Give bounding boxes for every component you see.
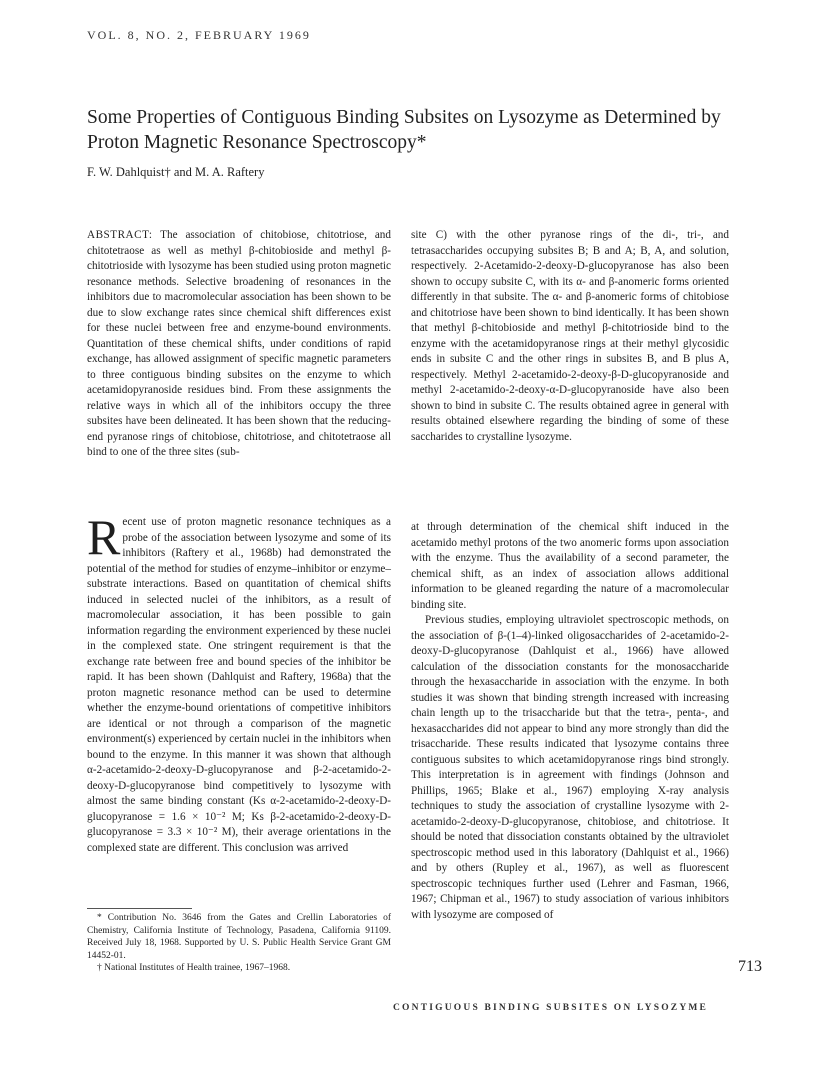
abstract-label: ABSTRACT: — [87, 229, 153, 241]
article-title: Some Properties of Contiguous Binding Subsites on Lysozyme as Determined by Proton Magnetic Resonance Spectroscopy* — [87, 107, 721, 153]
abstract-text-1: The association of chitobiose, chitotriose, and chitotetraose as well as methyl β-chitobioside and methyl β-chitotrioside with lysozyme has been studied using proton magnetic resonance methods. Selective broadening of resonances in the inhibitors due to macromolecular association has been shown to be due to slow exchange rates since chemical shift differences exist for these nuclei between free and enzyme-bound environments. Quantitation of these chemical shifts, under conditions of rapid exchange, has allowed assignment of specific magnetic parameters to three contiguous binding subsites on the enzyme to which acetamidopyranoside residues bind. From these assignments the relative ways in which all of the inhibitors occupy the three subsites have been delineated. It has been shown that the reducing-end pyranose rings of chitobiose, chitotriose, and chitotetraose all bind to one of the three sites (sub- — [87, 229, 391, 458]
article-authors: F. W. Dahlquist† and M. A. Raftery — [87, 165, 265, 179]
running-footer: CONTIGUOUS BINDING SUBSITES ON LYSOZYME — [393, 1003, 709, 1013]
page-number: 713 — [738, 958, 762, 975]
body-paragraph-3: Previous studies, employing ultraviolet spectroscopic methods, on the association of β-(1–4)-linked oligosaccharides of 2-acetamido-2-deoxy-D-glucopyranose (Dahlquist et al., 1966) have allowed calculation of the dissociation constants for the monosaccharide through the hexasaccharide in association with the enzyme. In both studies it was shown that binding strength increased with increasing chain length up to the trisaccharide but that the tetra-, penta-, and hexasaccharides did not appear to bind any more strongly than did the trisaccharide. These results indicated that lysozyme contains three contiguous subsites to which acetamidopyranose rings bind strongly. This interpretation is in agreement with findings (Johnson and Phillips, 1965; Blake et al., 1967) employing X-ray analysis techniques to study the association of crystalline lysozyme with 2-acetamido-2-deoxy-D-glucopyranose, chitobiose, and chitotriose. It should be noted that dissociation constants obtained by the ultraviolet spectroscopic method used in this laboratory (Dahlquist et al., 1966) and by others (Rupley et al., 1967), as well as fluorescent spectroscopic techniques further used (Lehrer and Fasman, 1966, 1967; Chipman et al., 1967) to study association of various inhibitors with lysozyme are composed of — [411, 614, 729, 921]
footnotes — [87, 912, 391, 975]
journal-header: VOL. 8, NO. 2, FEBRUARY 1969 — [87, 28, 311, 42]
footnote-rule — [87, 908, 192, 909]
body-column-left — [87, 509, 391, 856]
footnote-1: * Contribution No. 3646 from the Gates and Crellin Laboratories of Chemistry, California Institute of Technology, Pasadena, California 91109. Received July 18, 1968. Supported by U. S. Public Health Service Grant GM 14452-01. — [87, 913, 391, 961]
abstract-text-2: site C) with the other pyranose rings of the di-, tri-, and tetrasaccharides occupying subsites B; B and A; B, A, and solution, respectively. 2-Acetamido-2-deoxy-D-glucopyranose has also been shown to occupy subsite C, with its α- and β-anomeric forms oriented differently in that subsite. The α- and β-anomeric forms of chitobiose and chitotriose have been shown to bind identically. It has been shown that methyl β-chitobioside and methyl β-chitotrioside bind to the enzyme with the acetamidopyranose rings at their methyl glycosidic ends in subsite C and the other rings in subsites B, and B plus A, respectively. Methyl 2-acetamido-2-deoxy-β-D-glucopyranoside and methyl 2-acetamido-2-deoxy-α-D-glucopyranoside have also been shown to bind in subsite C. The results obtained agree in general with results obtained elsewhere regarding the binding of some of these saccharides to crystalline lysozyme. — [411, 229, 729, 443]
body-paragraph-1: ecent use of proton magnetic resonance techniques as a probe of the association between lysozyme and some of its inhibitors (Raftery et al., 1968b) had demonstrated the potential of the method for studies of enzyme–inhibitor or enzyme–substrate interactions. Based on quantitation of chemical shifts induced in selected nuclei of the inhibitors, as a result of macromolecular association, it has been possible to gain information regarding the environment experienced by these nuclei in the complexed state. One stringent requirement is that the exchange rate between free and bound species of the inhibitor be rapid. It has been shown (Dahlquist and Raftery, 1968a) that the proton magnetic resonance method can be used to determine whether the enzyme-bound orientations of competitive inhibitors are identical or not through a comparison of the magnetic environment(s) experienced by certain nuclei in the inhibitors when bound to the enzyme. In this manner it was shown that although α-2-acetamido-2-deoxy-D-glucopyranose and β-2-acetamido-2-deoxy-D-glucopyranose bind competitively to lysozyme with almost the same binding constant (Ks α-2-acetamido-2-deoxy-D-glucopyranose = 1.6 × 10⁻² M; Ks β-2-acetamido-2-deoxy-D-glucopyranose = 3.3 × 10⁻² M), their average orientations in the complexed state are different. This conclusion was arrived — [87, 516, 391, 854]
drop-cap: R — [87, 509, 121, 565]
body-paragraph-2: at through determination of the chemical shift induced in the acetamido methyl protons of the two anomeric forms upon association with the enzyme. Thus the availability of a second parameter, the chemical shift, as an index of association allows additional information to be gleaned regarding the nature of a macromolecular binding site. — [411, 521, 729, 611]
footnote-2: † National Institutes of Health trainee, 1967–1968. — [97, 963, 291, 973]
abstract-column-2 — [411, 228, 729, 445]
abstract-column-1 — [87, 228, 391, 461]
body-column-right — [411, 520, 729, 923]
